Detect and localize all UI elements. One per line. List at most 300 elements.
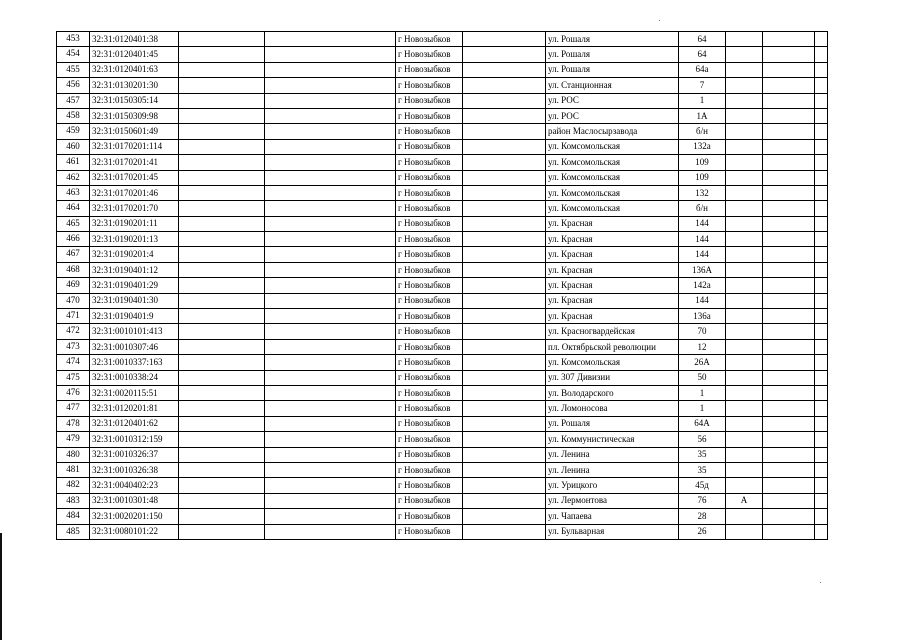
city: г Новозыбков [396, 278, 463, 293]
row-number: 459 [57, 124, 90, 139]
empty-cell [763, 447, 815, 462]
empty-cell [815, 524, 828, 539]
empty-cell [265, 185, 396, 200]
empty-cell [815, 155, 828, 170]
table-row [57, 247, 828, 262]
row-number: 483 [57, 493, 90, 508]
table-row [57, 385, 828, 400]
street: ул. Красная [546, 293, 679, 308]
empty-cell [265, 293, 396, 308]
cadastral-number: 32:31:0150305:14 [90, 93, 179, 108]
cadastral-number: 32:31:0120401:62 [90, 416, 179, 431]
empty-cell [763, 62, 815, 77]
empty-cell [815, 447, 828, 462]
empty-cell [463, 139, 546, 154]
cadastral-number: 32:31:0010101:413 [90, 324, 179, 339]
empty-cell [763, 124, 815, 139]
house-number: 50 [679, 370, 726, 385]
building-letter [726, 108, 763, 123]
empty-cell [179, 93, 265, 108]
cadastral-number: 32:31:0130201:30 [90, 78, 179, 93]
empty-cell [815, 370, 828, 385]
building-letter [726, 478, 763, 493]
empty-cell [763, 478, 815, 493]
table-row [57, 262, 828, 277]
table-row [57, 324, 828, 339]
empty-cell [265, 232, 396, 247]
building-letter [726, 232, 763, 247]
house-number: 12 [679, 339, 726, 354]
house-number: 144 [679, 216, 726, 231]
house-number: 28 [679, 509, 726, 524]
street: ул. Лермонтова [546, 493, 679, 508]
row-number: 463 [57, 185, 90, 200]
row-number: 467 [57, 247, 90, 262]
empty-cell [265, 262, 396, 277]
house-number: 26 [679, 524, 726, 539]
empty-cell [179, 355, 265, 370]
empty-cell [179, 370, 265, 385]
empty-cell [815, 185, 828, 200]
empty-cell [763, 355, 815, 370]
empty-cell [815, 339, 828, 354]
cadastral-number: 32:31:0120401:63 [90, 62, 179, 77]
cadastral-number: 32:31:0190401:12 [90, 262, 179, 277]
row-number: 466 [57, 232, 90, 247]
empty-cell [815, 216, 828, 231]
empty-cell [265, 324, 396, 339]
street: ул. Красная [546, 232, 679, 247]
empty-cell [763, 262, 815, 277]
row-number: 477 [57, 401, 90, 416]
empty-cell [463, 509, 546, 524]
cadastral-number: 32:31:0190201:11 [90, 216, 179, 231]
city: г Новозыбков [396, 447, 463, 462]
empty-cell [463, 32, 546, 47]
empty-cell [463, 47, 546, 62]
street: ул. Красная [546, 216, 679, 231]
empty-cell [463, 93, 546, 108]
empty-cell [763, 278, 815, 293]
cadastral-number: 32:31:0190201:13 [90, 232, 179, 247]
table-row [57, 93, 828, 108]
street: ул. Ленина [546, 462, 679, 477]
empty-cell [763, 139, 815, 154]
empty-cell [179, 432, 265, 447]
empty-cell [815, 432, 828, 447]
row-number: 472 [57, 324, 90, 339]
page-edge-line [0, 533, 2, 640]
street: ул. Красная [546, 247, 679, 262]
empty-cell [463, 324, 546, 339]
table-row [57, 509, 828, 524]
cadastral-number: 32:31:0020115:51 [90, 385, 179, 400]
house-number: 35 [679, 462, 726, 477]
building-letter [726, 401, 763, 416]
street: ул. Чапаева [546, 509, 679, 524]
street: ул. Урицкого [546, 478, 679, 493]
empty-cell [763, 385, 815, 400]
table-row [57, 232, 828, 247]
empty-cell [815, 139, 828, 154]
table-row [57, 309, 828, 324]
city: г Новозыбков [396, 478, 463, 493]
cadastral-number: 32:31:0010312:159 [90, 432, 179, 447]
empty-cell [179, 216, 265, 231]
city: г Новозыбков [396, 462, 463, 477]
empty-cell [179, 309, 265, 324]
empty-cell [265, 462, 396, 477]
city: г Новозыбков [396, 370, 463, 385]
house-number: 109 [679, 155, 726, 170]
empty-cell [815, 93, 828, 108]
empty-cell [815, 385, 828, 400]
table-row [57, 432, 828, 447]
empty-cell [265, 355, 396, 370]
street: ул. Рошаля [546, 62, 679, 77]
empty-cell [763, 339, 815, 354]
table-row [57, 401, 828, 416]
house-number: 64 [679, 32, 726, 47]
table-row [57, 478, 828, 493]
building-letter [726, 432, 763, 447]
table-row [57, 524, 828, 539]
cadastral-number: 32:31:0020201:150 [90, 509, 179, 524]
empty-cell [179, 493, 265, 508]
city: г Новозыбков [396, 355, 463, 370]
building-letter [726, 309, 763, 324]
empty-cell [463, 478, 546, 493]
row-number: 473 [57, 339, 90, 354]
house-number: 56 [679, 432, 726, 447]
empty-cell [179, 47, 265, 62]
empty-cell [763, 247, 815, 262]
city: г Новозыбков [396, 262, 463, 277]
row-number: 465 [57, 216, 90, 231]
row-number: 457 [57, 93, 90, 108]
house-number: 109 [679, 170, 726, 185]
building-letter [726, 339, 763, 354]
table-row [57, 462, 828, 477]
cadastral-number: 32:31:0010338:24 [90, 370, 179, 385]
cadastral-number: 32:31:0120401:38 [90, 32, 179, 47]
empty-cell [179, 278, 265, 293]
empty-cell [763, 324, 815, 339]
empty-cell [463, 447, 546, 462]
cadastral-number: 32:31:0010301:48 [90, 493, 179, 508]
city: г Новозыбков [396, 124, 463, 139]
city: г Новозыбков [396, 155, 463, 170]
empty-cell [463, 216, 546, 231]
empty-cell [265, 216, 396, 231]
table-row [57, 355, 828, 370]
empty-cell [815, 201, 828, 216]
house-number: 132а [679, 139, 726, 154]
row-number: 468 [57, 262, 90, 277]
street: ул. Комсомольская [546, 201, 679, 216]
empty-cell [815, 478, 828, 493]
house-number: 35 [679, 447, 726, 462]
empty-cell [179, 170, 265, 185]
house-number: 64 [679, 47, 726, 62]
row-number: 475 [57, 370, 90, 385]
building-letter [726, 416, 763, 431]
empty-cell [815, 108, 828, 123]
empty-cell [265, 478, 396, 493]
empty-cell [265, 32, 396, 47]
empty-cell [463, 370, 546, 385]
empty-cell [179, 155, 265, 170]
empty-cell [763, 108, 815, 123]
row-number: 474 [57, 355, 90, 370]
house-number: 132 [679, 185, 726, 200]
empty-cell [463, 247, 546, 262]
city: г Новозыбков [396, 324, 463, 339]
street: ул. Рошаля [546, 32, 679, 47]
house-number: 26А [679, 355, 726, 370]
empty-cell [265, 370, 396, 385]
empty-cell [179, 416, 265, 431]
cadastral-number: 32:31:0190401:9 [90, 309, 179, 324]
empty-cell [763, 170, 815, 185]
empty-cell [815, 232, 828, 247]
cadastral-number: 32:31:0170201:46 [90, 185, 179, 200]
table-row [57, 185, 828, 200]
building-letter [726, 247, 763, 262]
table-row [57, 47, 828, 62]
house-number: 1А [679, 108, 726, 123]
building-letter [726, 47, 763, 62]
row-number: 485 [57, 524, 90, 539]
empty-cell [815, 509, 828, 524]
house-number: 1 [679, 93, 726, 108]
cadastral-number: 32:31:0170201:41 [90, 155, 179, 170]
row-number: 471 [57, 309, 90, 324]
table-row [57, 124, 828, 139]
empty-cell [815, 78, 828, 93]
empty-cell [815, 278, 828, 293]
property-register-table [56, 31, 828, 540]
empty-cell [763, 216, 815, 231]
cadastral-number: 32:31:0120201:81 [90, 401, 179, 416]
row-number: 454 [57, 47, 90, 62]
empty-cell [265, 509, 396, 524]
empty-cell [763, 293, 815, 308]
city: г Новозыбков [396, 385, 463, 400]
street: ул. Коммунистическая [546, 432, 679, 447]
empty-cell [179, 385, 265, 400]
city: г Новозыбков [396, 509, 463, 524]
scan-speck [659, 20, 660, 21]
empty-cell [463, 201, 546, 216]
street: ул. Комсомольская [546, 355, 679, 370]
row-number: 470 [57, 293, 90, 308]
empty-cell [463, 524, 546, 539]
table-row [57, 370, 828, 385]
street: ул. Володарского [546, 385, 679, 400]
house-number: 70 [679, 324, 726, 339]
empty-cell [815, 262, 828, 277]
house-number: 136а [679, 309, 726, 324]
row-number: 456 [57, 78, 90, 93]
row-number: 484 [57, 509, 90, 524]
empty-cell [265, 416, 396, 431]
building-letter [726, 355, 763, 370]
empty-cell [463, 493, 546, 508]
cadastral-number: 32:31:0010307:46 [90, 339, 179, 354]
row-number: 455 [57, 62, 90, 77]
row-number: 460 [57, 139, 90, 154]
city: г Новозыбков [396, 416, 463, 431]
table-row [57, 293, 828, 308]
row-number: 478 [57, 416, 90, 431]
house-number: б/н [679, 124, 726, 139]
table-row [57, 62, 828, 77]
empty-cell [265, 78, 396, 93]
empty-cell [763, 185, 815, 200]
empty-cell [179, 108, 265, 123]
empty-cell [463, 462, 546, 477]
row-number: 462 [57, 170, 90, 185]
street: ул. Рошаля [546, 416, 679, 431]
empty-cell [179, 401, 265, 416]
city: г Новозыбков [396, 108, 463, 123]
table-row [57, 32, 828, 47]
empty-cell [463, 355, 546, 370]
street: ул. РОС [546, 108, 679, 123]
empty-cell [815, 47, 828, 62]
building-letter [726, 370, 763, 385]
empty-cell [763, 509, 815, 524]
empty-cell [179, 78, 265, 93]
row-number: 479 [57, 432, 90, 447]
house-number: 142а [679, 278, 726, 293]
row-number: 476 [57, 385, 90, 400]
row-number: 458 [57, 108, 90, 123]
empty-cell [265, 493, 396, 508]
table-row [57, 278, 828, 293]
street: ул. Красногвардейская [546, 324, 679, 339]
empty-cell [179, 139, 265, 154]
empty-cell [265, 309, 396, 324]
city: г Новозыбков [396, 93, 463, 108]
table-row [57, 416, 828, 431]
empty-cell [815, 32, 828, 47]
building-letter [726, 170, 763, 185]
empty-cell [763, 93, 815, 108]
city: г Новозыбков [396, 339, 463, 354]
empty-cell [265, 124, 396, 139]
cadastral-number: 32:31:0010326:37 [90, 447, 179, 462]
empty-cell [265, 155, 396, 170]
city: г Новозыбков [396, 309, 463, 324]
empty-cell [815, 247, 828, 262]
empty-cell [763, 47, 815, 62]
city: г Новозыбков [396, 170, 463, 185]
empty-cell [179, 247, 265, 262]
empty-cell [815, 401, 828, 416]
empty-cell [463, 432, 546, 447]
empty-cell [763, 432, 815, 447]
empty-cell [815, 324, 828, 339]
building-letter [726, 385, 763, 400]
empty-cell [179, 201, 265, 216]
empty-cell [463, 401, 546, 416]
city: г Новозыбков [396, 32, 463, 47]
empty-cell [463, 309, 546, 324]
row-number: 480 [57, 447, 90, 462]
street: район Маслосырзавода [546, 124, 679, 139]
building-letter [726, 93, 763, 108]
building-letter [726, 293, 763, 308]
city: г Новозыбков [396, 524, 463, 539]
cadastral-number: 32:31:0010337:163 [90, 355, 179, 370]
row-number: 482 [57, 478, 90, 493]
city: г Новозыбков [396, 232, 463, 247]
table-row [57, 78, 828, 93]
table-row [57, 155, 828, 170]
empty-cell [763, 32, 815, 47]
building-letter [726, 278, 763, 293]
table-row [57, 447, 828, 462]
table-row [57, 108, 828, 123]
empty-cell [463, 278, 546, 293]
city: г Новозыбков [396, 293, 463, 308]
empty-cell [265, 62, 396, 77]
street: пл. Октябрьской революции [546, 339, 679, 354]
empty-cell [265, 108, 396, 123]
cadastral-number: 32:31:0080101:22 [90, 524, 179, 539]
building-letter [726, 32, 763, 47]
street: ул. Красная [546, 262, 679, 277]
cadastral-number: 32:31:0150309:98 [90, 108, 179, 123]
empty-cell [463, 124, 546, 139]
empty-cell [463, 108, 546, 123]
empty-cell [815, 462, 828, 477]
empty-cell [179, 32, 265, 47]
empty-cell [463, 78, 546, 93]
building-letter [726, 216, 763, 231]
empty-cell [265, 139, 396, 154]
house-number: 144 [679, 293, 726, 308]
city: г Новозыбков [396, 62, 463, 77]
empty-cell [763, 416, 815, 431]
house-number: 64а [679, 62, 726, 77]
table-row [57, 139, 828, 154]
table-body [57, 32, 828, 540]
empty-cell [265, 47, 396, 62]
building-letter [726, 124, 763, 139]
empty-cell [463, 232, 546, 247]
cadastral-number: 32:31:0190401:30 [90, 293, 179, 308]
empty-cell [763, 401, 815, 416]
street: ул. 307 Дивизии [546, 370, 679, 385]
house-number: 1 [679, 401, 726, 416]
cadastral-number: 32:31:0170201:114 [90, 139, 179, 154]
building-letter [726, 509, 763, 524]
city: г Новозыбков [396, 216, 463, 231]
cadastral-number: 32:31:0170201:45 [90, 170, 179, 185]
table-row [57, 493, 828, 508]
building-letter [726, 447, 763, 462]
building-letter [726, 324, 763, 339]
street: ул. РОС [546, 93, 679, 108]
empty-cell [265, 339, 396, 354]
empty-cell [815, 355, 828, 370]
empty-cell [815, 170, 828, 185]
house-number: 76 [679, 493, 726, 508]
cadastral-number: 32:31:0190401:29 [90, 278, 179, 293]
